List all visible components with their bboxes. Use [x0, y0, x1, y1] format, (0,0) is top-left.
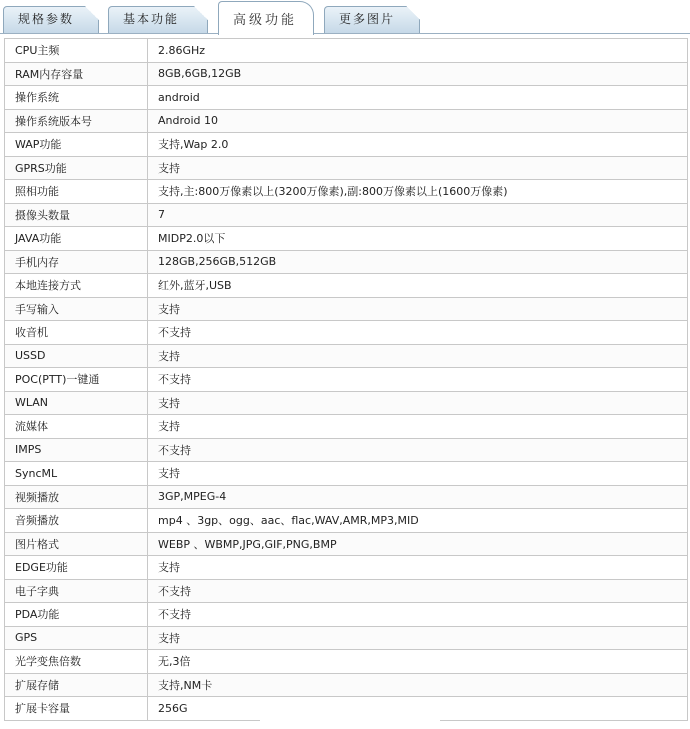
spec-value: android — [148, 86, 688, 110]
table-row — [5, 485, 688, 509]
spec-value: 支持 — [148, 415, 688, 439]
spec-value: WEBP 、WBMP,JPG,GIF,PNG,BMP — [148, 532, 688, 556]
table-row — [5, 39, 688, 63]
spec-value: 8GB,6GB,12GB — [148, 62, 688, 86]
spec-value: 支持 — [148, 344, 688, 368]
table-row — [5, 133, 688, 157]
spec-label: 图片格式 — [5, 532, 148, 556]
spec-label: 照相功能 — [5, 180, 148, 204]
table-row — [5, 227, 688, 251]
tab-specs-label: 规格参数 — [18, 12, 75, 26]
table-row — [5, 391, 688, 415]
tab-more-pictures[interactable] — [324, 6, 420, 33]
spec-label: 视频播放 — [5, 485, 148, 509]
spec-label: 扩展卡容量 — [5, 697, 148, 721]
spec-label: PDA功能 — [5, 603, 148, 627]
spec-label: WLAN — [5, 391, 148, 415]
spec-value: 不支持 — [148, 321, 688, 345]
spec-label: 音频播放 — [5, 509, 148, 533]
spec-value: 支持 — [148, 297, 688, 321]
table-row — [5, 109, 688, 133]
spec-label: EDGE功能 — [5, 556, 148, 580]
tab-specs[interactable] — [3, 6, 99, 33]
spec-value: 不支持 — [148, 603, 688, 627]
spec-label: WAP功能 — [5, 133, 148, 157]
table-row — [5, 62, 688, 86]
tab-bar — [0, 0, 690, 34]
spec-value: 支持 — [148, 556, 688, 580]
table-row — [5, 556, 688, 580]
spec-label: 操作系统版本号 — [5, 109, 148, 133]
spec-value: 支持,Wap 2.0 — [148, 133, 688, 157]
tab-more-pictures-label: 更多图片 — [339, 12, 396, 26]
spec-value: 不支持 — [148, 438, 688, 462]
spec-value: 无,3倍 — [148, 650, 688, 674]
table-row — [5, 626, 688, 650]
spec-value: 支持 — [148, 391, 688, 415]
table-row — [5, 415, 688, 439]
spec-label: SyncML — [5, 462, 148, 486]
table-row — [5, 368, 688, 392]
spec-value: 256G — [148, 697, 688, 721]
spec-value: 不支持 — [148, 368, 688, 392]
table-row — [5, 579, 688, 603]
table-row — [5, 297, 688, 321]
table-row — [5, 321, 688, 345]
tab-advanced-functions-label: 高级功能 — [233, 13, 298, 28]
table-row — [5, 438, 688, 462]
spec-value: 支持,主:800万像素以上(3200万像素),副:800万像素以上(1600万像素) — [148, 180, 688, 204]
spec-label: 流媒体 — [5, 415, 148, 439]
spec-value: 2.86GHz — [148, 39, 688, 63]
tab-basic-functions[interactable] — [108, 6, 208, 33]
spec-label: JAVA功能 — [5, 227, 148, 251]
spec-label: GPRS功能 — [5, 156, 148, 180]
table-row — [5, 462, 688, 486]
spec-value: 不支持 — [148, 579, 688, 603]
spec-label: USSD — [5, 344, 148, 368]
spec-value: 7 — [148, 203, 688, 227]
spec-value: 支持,NM卡 — [148, 673, 688, 697]
tab-advanced-functions[interactable] — [218, 1, 314, 35]
table-row — [5, 697, 688, 721]
spec-value: 128GB,256GB,512GB — [148, 250, 688, 274]
spec-label: 电子字典 — [5, 579, 148, 603]
spec-label: 收音机 — [5, 321, 148, 345]
spec-value: mp4 、3gp、ogg、aac、flac,WAV,AMR,MP3,MID — [148, 509, 688, 533]
spec-label: 手写输入 — [5, 297, 148, 321]
table-row — [5, 180, 688, 204]
table-row — [5, 344, 688, 368]
spec-value: Android 10 — [148, 109, 688, 133]
spec-value: 支持 — [148, 462, 688, 486]
table-row — [5, 673, 688, 697]
spec-value: 支持 — [148, 156, 688, 180]
spec-label: RAM内存容量 — [5, 62, 148, 86]
spec-label: GPS — [5, 626, 148, 650]
spec-label: 手机内存 — [5, 250, 148, 274]
spec-label: 光学变焦倍数 — [5, 650, 148, 674]
table-row — [5, 532, 688, 556]
spec-value: MIDP2.0以下 — [148, 227, 688, 251]
spec-label: POC(PTT)一键通 — [5, 368, 148, 392]
spec-value: 3GP,MPEG-4 — [148, 485, 688, 509]
table-row — [5, 509, 688, 533]
table-row — [5, 156, 688, 180]
spec-label: 操作系统 — [5, 86, 148, 110]
spec-value: 支持 — [148, 626, 688, 650]
spec-label: 扩展存储 — [5, 673, 148, 697]
tab-basic-functions-label: 基本功能 — [123, 12, 180, 26]
spec-table — [4, 38, 688, 721]
table-row — [5, 203, 688, 227]
spec-value: 红外,蓝牙,USB — [148, 274, 688, 298]
spec-label: IMPS — [5, 438, 148, 462]
spec-label: 本地连接方式 — [5, 274, 148, 298]
table-row — [5, 274, 688, 298]
spec-label: 摄像头数量 — [5, 203, 148, 227]
table-row — [5, 603, 688, 627]
spec-label: CPU主频 — [5, 39, 148, 63]
table-row — [5, 650, 688, 674]
table-row — [5, 86, 688, 110]
table-row — [5, 250, 688, 274]
